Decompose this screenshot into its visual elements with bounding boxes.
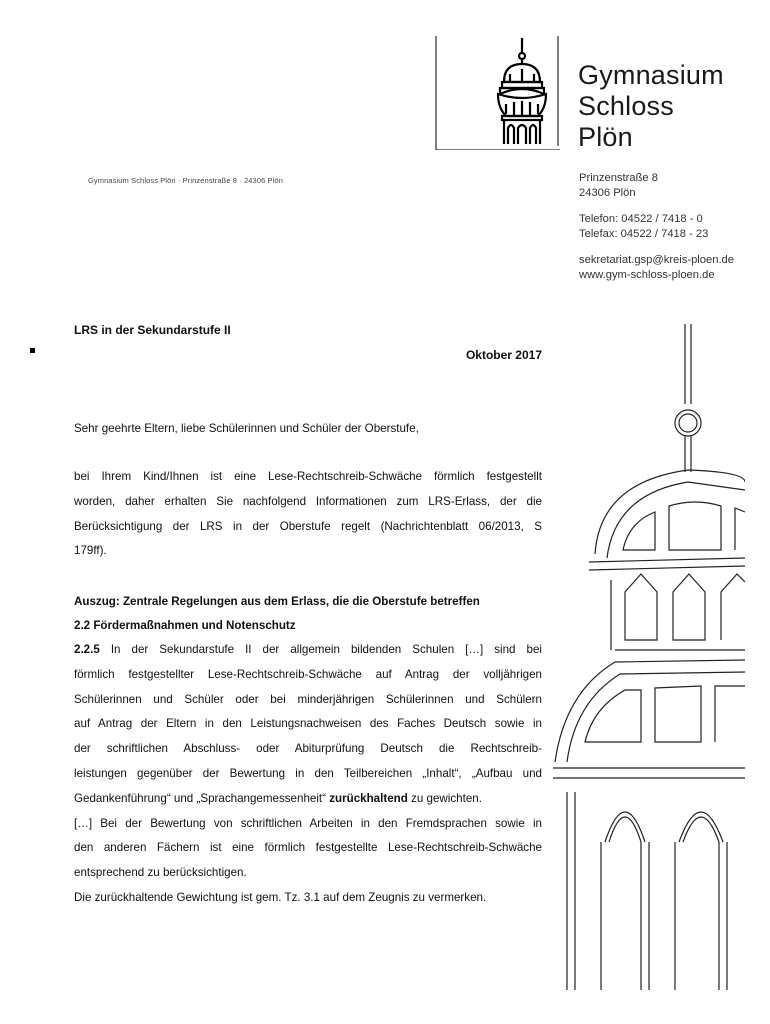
address-web: www.gym-schloss-ploen.de bbox=[579, 268, 715, 281]
school-name-line-1: Gymnasium bbox=[578, 60, 724, 90]
regulation-line: den anderen Fächern ist eine förmlich festgestellte Lese-Rechtschreib-Schwäche bbox=[74, 841, 542, 855]
sender-return-address: Gymnasium Schloss Plön · Prinzenstraße 8 · 24306 Plön bbox=[88, 176, 283, 185]
intro-line: bei Ihrem Kind/Ihnen ist eine Lese-Rechtschreib-Schwäche förmlich festgestellt bbox=[74, 470, 542, 483]
letter-date: Oktober 2017 bbox=[465, 348, 542, 362]
regulation-line bbox=[74, 787, 542, 812]
regulation-line: leistungen gegenüber der Bewertung in den Teilbereichen „Inhalt“, „Aufbau und bbox=[74, 766, 542, 780]
intro-line: worden, daher erhalten Sie nachfolgend Informationen zum LRS-Erlass, der die bbox=[74, 494, 542, 508]
section-number: 2.2.5 bbox=[74, 643, 100, 656]
section-heading: 2.2 Fördermaßnahmen und Notenschutz bbox=[74, 619, 296, 632]
regulation-line-text: Gedankenführung“ und „Sprachangemessenheit“ bbox=[74, 791, 330, 805]
regulation-line bbox=[74, 638, 542, 663]
address-email: sekretariat.gsp@kreis-ploen.de bbox=[579, 254, 735, 266]
intro-paragraph bbox=[74, 465, 542, 564]
letter-subject: LRS in der Sekundarstufe II bbox=[74, 323, 231, 337]
regulation-line-text: In der Sekundarstufe II der allgemein bildenden Schulen […] sind bei bbox=[110, 643, 542, 656]
contact-address-block bbox=[579, 171, 734, 282]
excerpt-heading: Auszug: Zentrale Regelungen aus dem Erlass, die die Oberstufe betreffen bbox=[74, 595, 480, 608]
regulation-line: Schülerinnen und Schüler oder bei minderjährigen Schülerinnen und Schülern bbox=[74, 692, 542, 706]
regulation-line: förmlich festgestellter Lese-Rechtschreib-Schwäche auf Antrag der volljährigen bbox=[74, 667, 542, 681]
salutation: Sehr geehrte Eltern, liebe Schülerinnen und Schüler der Oberstufe, bbox=[74, 422, 419, 435]
intro-line: 179ff). bbox=[74, 544, 107, 558]
regulation-line: entsprechend zu berücksichtigen. bbox=[74, 866, 247, 880]
tower-watermark-icon bbox=[545, 322, 745, 990]
regulation-line: […] Bei der Bewertung von schriftlichen Arbeiten in den Fremdsprachen sowie in bbox=[74, 816, 542, 830]
regulation-line: der schriftlichen Abschluss- oder Abiturprüfung Deutsch die Rechtschreib- bbox=[74, 742, 542, 756]
address-street: Prinzenstraße 8 bbox=[579, 172, 658, 184]
regulation-text bbox=[74, 638, 542, 911]
address-city: 24306 Plön bbox=[579, 186, 636, 199]
emphasis-word: zurückhaltend bbox=[329, 791, 408, 805]
intro-line: Berücksichtigung der LRS in der Oberstufe regelt (Nachrichtenblatt 06/2013, S bbox=[74, 519, 542, 533]
school-name-line-2: Schloss bbox=[578, 91, 674, 121]
school-logo-icon bbox=[434, 36, 560, 150]
closing-line: Die zurückhaltende Gewichtung ist gem. Tz. 3.1 auf dem Zeugnis zu vermerken. bbox=[74, 890, 487, 904]
school-name-line-3: Plön bbox=[578, 122, 633, 152]
regulation-line: auf Antrag der Eltern in den Leistungsnachweisen des Faches Deutsch sowie in bbox=[74, 717, 542, 731]
bullet-marker bbox=[30, 348, 35, 353]
regulation-line-text: zu gewichten. bbox=[407, 791, 482, 805]
address-fax: Telefax: 04522 / 7418 - 23 bbox=[579, 227, 709, 240]
school-name-logo-text bbox=[578, 60, 724, 153]
address-phone: Telefon: 04522 / 7418 - 0 bbox=[579, 213, 703, 225]
